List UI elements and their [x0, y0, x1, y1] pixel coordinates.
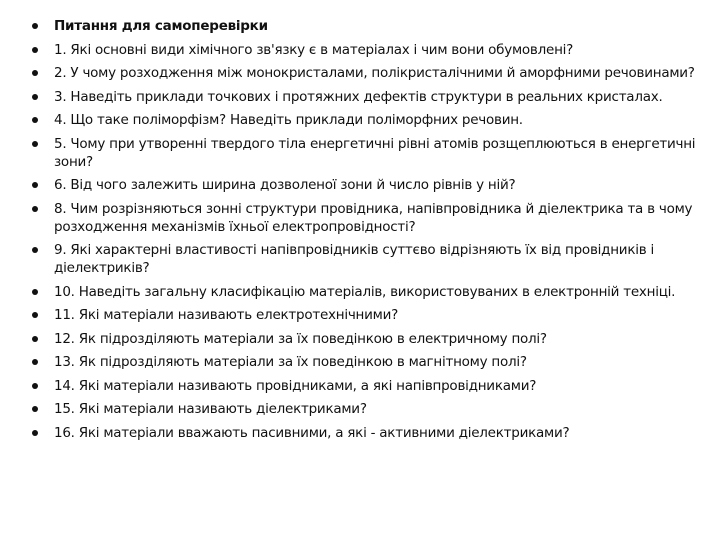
- question-text: 11. Які матеріали називають електротехнічними?: [54, 307, 399, 323]
- question-text: 12. Як підрозділяють матеріали за їх поведінкою в електричному полі?: [54, 330, 547, 347]
- bullet-icon: [32, 206, 38, 212]
- question-text: 2. У чому розходження між монокристалами, полікристалічними й аморфними речовинами?: [54, 65, 695, 81]
- slide-title: Питання для самоперевірки: [54, 18, 268, 34]
- bullet-icon: [32, 70, 38, 76]
- question-item: [32, 377, 698, 395]
- bullet-icon: [32, 117, 38, 123]
- question-item: [32, 64, 698, 82]
- question-text: 15. Які матеріали називають діелектриками?: [54, 401, 367, 417]
- bullet-icon: [32, 406, 38, 412]
- bullet-icon: [32, 312, 38, 318]
- bullet-icon: [32, 336, 38, 342]
- question-text: 4. Що таке поліморфізм? Наведіть приклади поліморфних речовин.: [54, 112, 523, 128]
- bullet-icon: [32, 247, 38, 253]
- question-item: [32, 111, 698, 129]
- question-text: 10. Наведіть загальну класифікацію матеріалів, використовуваних в електронній техніці.: [54, 283, 676, 300]
- question-text: 14. Які матеріали називають провідниками, а які напівпровідниками?: [54, 377, 537, 394]
- question-item: [32, 353, 698, 371]
- bullet-icon: [32, 383, 38, 389]
- question-item: [32, 241, 698, 277]
- question-text: 13. Як підрозділяють матеріали за їх поведінкою в магнітному полі?: [54, 354, 527, 370]
- question-item: [32, 424, 698, 442]
- question-item: [32, 41, 698, 59]
- question-list: [32, 17, 698, 442]
- bullet-icon: [32, 23, 38, 29]
- question-item: [32, 200, 698, 236]
- question-text: 16. Які матеріали вважають пасивними, а які - активними діелектриками?: [54, 424, 570, 441]
- question-text: 9. Які характерні властивості напівпровідників суттєво відрізняють їх від провідників і діелектриків?: [54, 242, 654, 276]
- bullet-icon: [32, 182, 38, 188]
- bullet-icon: [32, 430, 38, 436]
- question-item: [32, 176, 698, 194]
- question-text: 8. Чим розрізняються зонні структури провідника, напівпровідника й діелектрика та в чому розходження механізмів їхньої електропровідності?: [54, 200, 693, 235]
- bullet-icon: [32, 94, 38, 100]
- question-text: 6. Від чого залежить ширина дозволеної зони й число рівнів у ній?: [54, 177, 516, 193]
- question-item: [32, 306, 698, 324]
- list-title: [32, 17, 698, 35]
- question-item: [32, 283, 698, 301]
- bullet-icon: [32, 47, 38, 53]
- bullet-icon: [32, 359, 38, 365]
- question-item: [32, 88, 698, 106]
- question-item: [32, 400, 698, 418]
- question-text: 3. Наведіть приклади точкових і протяжних дефектів структури в реальних кристалах.: [54, 88, 663, 105]
- question-text: 5. Чому при утворенні твердого тіла енергетичні рівні атомів розщеплюються в енергетичні зони?: [54, 135, 696, 170]
- bullet-icon: [32, 289, 38, 295]
- question-text: 1. Які основні види хімічного зв'язку є в матеріалах і чим вони обумовлені?: [54, 41, 574, 58]
- question-item: [32, 135, 698, 171]
- bullet-icon: [32, 141, 38, 147]
- question-item: [32, 330, 698, 348]
